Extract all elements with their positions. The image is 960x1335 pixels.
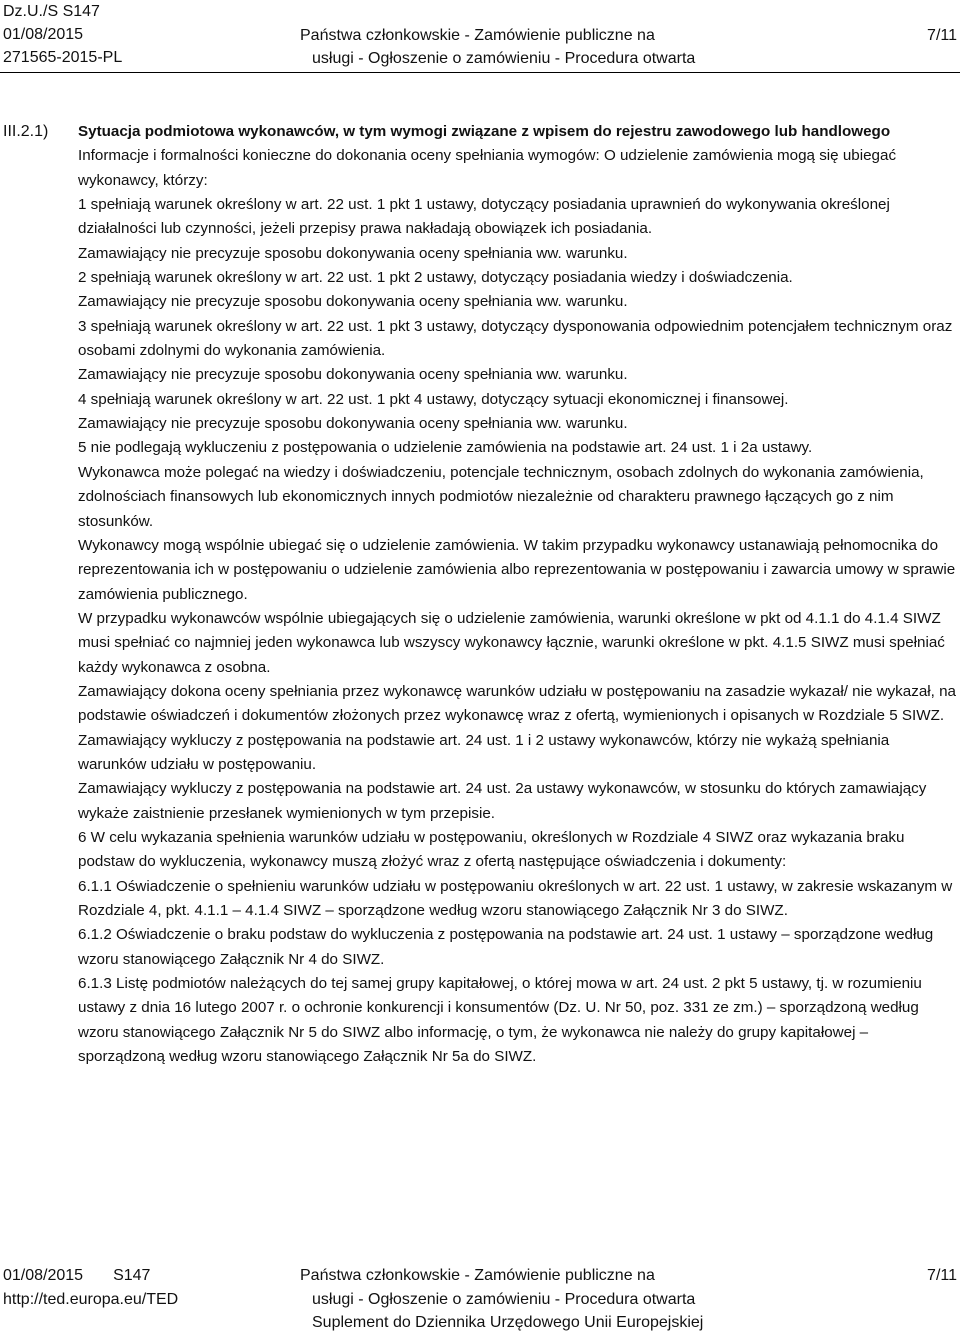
- section-paragraph: Zamawiający nie precyzuje sposobu dokonywania oceny spełniania ww. warunku.: [78, 366, 628, 384]
- section-paragraph: 6 W celu wykazania spełnienia warunków udziału w postępowaniu, określonych w Rozdziale 4 SIWZ oraz wykazania braku podstaw do wykluczenia, wykonawcy muszą złożyć wraz z ofertą następujące oświadczenia i dokumenty:: [78, 828, 905, 871]
- header-left: [3, 0, 122, 69]
- section-title: Sytuacja podmiotowa wykonawców, w tym wymogi związane z wpisem do rejestru zawodowego lub handlowego: [78, 123, 891, 140]
- footer-issue: S147: [113, 1267, 151, 1284]
- section-paragraph: 6.1.1 Oświadczenie o spełnieniu warunków udziału w postępowaniu określonych w art. 22 ust. 1 ustawy, w zakresie wskazanym w Rozdziale 4, pkt. 4.1.1 – 4.1.4 SIWZ – sporządzone według wzoru stanowiącego Załącznik Nr 3 do SIWZ.: [78, 877, 953, 919]
- section-paragraph: 6.1.3 Listę podmiotów należących do tej samej grupy kapitałowej, o której mowa w art. 24 ust. 2 pkt 5 ustawy, tj. w rozumieniu ustawy z dnia 16 lutego 2007 r. o ochronie konkurencji i konsumentów (Dz. U. Nr 50, poz. 331 ze zm.) – sporządzoną według wzoru stanowiącego Załącznik Nr 5 do SIWZ albo informację, o tym, że wykonawca nie należy do grupy kapitałowej – sporządzoną według wzoru stanowiącego Załącznik Nr 5a do SIWZ.: [78, 975, 922, 1066]
- section-number: III.2.1): [3, 123, 49, 140]
- header-divider: [0, 72, 960, 73]
- section-paragraph: W przypadku wykonawców wspólnie ubiegających się o udzielenie zamówienia, warunki określone w pkt od 4.1.1 do 4.1.4 SIWZ musi spełniać co najmniej jeden wykonawca lub wszyscy wykonawcy łącznie, warunki określone w pkt. 4.1.5 SIWZ musi spełniać każdy wykonawca z osobna.: [78, 609, 945, 676]
- footer-date-issue: [3, 1264, 150, 1288]
- section-paragraph: Zamawiający wykluczy z postępowania na podstawie art. 24 ust. 2a ustawy wykonawców, w stosunku do których zamawiający wykaże zaistnienie przesłanek wymienionych w tym przepisie.: [78, 780, 927, 822]
- footer-title-line1: Państwa członkowskie - Zamówienie publiczne na: [300, 1267, 655, 1284]
- section-paragraph: 3 spełniają warunek określony w art. 22 ust. 1 pkt 3 ustawy, dotyczący dysponowania odpowiednim potencjałem technicznym oraz osobami zdolnymi do wykonania zamówienia.: [78, 317, 953, 360]
- section-paragraph: Zamawiający nie precyzuje sposobu dokonywania oceny spełniania ww. warunku.: [78, 293, 628, 311]
- journal-ref: Dz.U./S S147: [3, 3, 100, 20]
- header-date: 01/08/2015: [3, 26, 84, 43]
- header-title-line1: Państwa członkowskie - Zamówienie publiczne na: [300, 27, 655, 44]
- footer-url[interactable]: http://ted.europa.eu/TED: [3, 1290, 179, 1308]
- section-paragraph: Wykonawca może polegać na wiedzy i doświadczeniu, potencjale technicznym, osobach zdolnych do wykonania zamówienia, zdolnościach finansowych lub ekonomicznych innych podmiotów niezależnie od charakteru prawnego łączących go z nim stosunków.: [78, 463, 924, 530]
- section-paragraph: Informacje i formalności konieczne do dokonania oceny spełniania wymogów: O udzielenie zamówienia mogą się ubiegać wykonawcy, którzy:: [78, 147, 897, 189]
- section-paragraphs: [78, 144, 956, 1069]
- section-paragraph: 4 spełniają warunek określony w art. 22 ust. 1 pkt 4 ustawy, dotyczący sytuacji ekonomicznej i finansowej.: [78, 390, 789, 408]
- section-paragraph: 2 spełniają warunek określony w art. 22 ust. 1 pkt 2 ustawy, dotyczący posiadania wiedzy i doświadczenia.: [78, 269, 793, 287]
- footer-title-line2: usługi - Ogłoszenie o zamówieniu - Procedura otwarta: [312, 1290, 696, 1308]
- notice-id: 271565-2015-PL: [3, 49, 123, 66]
- section-paragraph: Zamawiający dokona oceny spełniania przez wykonawcę warunków udziału w postępowaniu na zasadzie wykazał/ nie wykazał, na podstawie oświadczeń i dokumentów złożonych przez wykonawcę wraz z ofertą, wymienionych i opisanych w Rozdziale 5 SIWZ.: [78, 682, 956, 725]
- section-paragraph: 5 nie podlegają wykluczeniu z postępowania o udzielenie zamówienia na podstawie art. 24 ust. 1 i 2a ustawy.: [78, 439, 813, 457]
- section-paragraph: Zamawiający nie precyzuje sposobu dokonywania oceny spełniania ww. warunku.: [78, 415, 628, 433]
- header-page-number: 7/11: [927, 27, 957, 44]
- section-content: [78, 120, 956, 1069]
- footer-page-number: 7/11: [927, 1267, 957, 1284]
- section-paragraph: Zamawiający nie precyzuje sposobu dokonywania oceny spełniania ww. warunku.: [78, 244, 628, 262]
- section-paragraph: Zamawiający wykluczy z postępowania na podstawie art. 24 ust. 1 i 2 ustawy wykonawców, którzy nie wykażą spełniania warunków udziału w postępowaniu.: [78, 731, 890, 773]
- footer-title-line3: Suplement do Dziennika Urzędowego Unii Europejskiej: [312, 1314, 704, 1331]
- header-title-line2: usługi - Ogłoszenie o zamówieniu - Procedura otwarta: [312, 50, 696, 67]
- section-paragraph: Wykonawcy mogą wspólnie ubiegać się o udzielenie zamówienia. W takim przypadku wykonawcy ustanawiają pełnomocnika do reprezentowania ich w postępowaniu o udzielenie zamówienia albo reprezentowania w postępowaniu i zawarcia umowy w sprawie zamówienia publicznego.: [78, 536, 956, 603]
- footer-date: 01/08/2015: [3, 1267, 84, 1284]
- section-paragraph: 1 spełniają warunek określony w art. 22 ust. 1 pkt 1 ustawy, dotyczący posiadania uprawnień do wykonywania określonej działalności lub czynności, jeżeli przepisy prawa nakładają obowiązek ich posiadania.: [78, 196, 890, 238]
- section-paragraph: 6.1.2 Oświadczenie o braku podstaw do wykluczenia z postępowania na podstawie art. 24 ust. 1 ustawy – sporządzone według wzoru stanowiącego Załącznik Nr 4 do SIWZ.: [78, 926, 934, 968]
- footer: [0, 1264, 960, 1334]
